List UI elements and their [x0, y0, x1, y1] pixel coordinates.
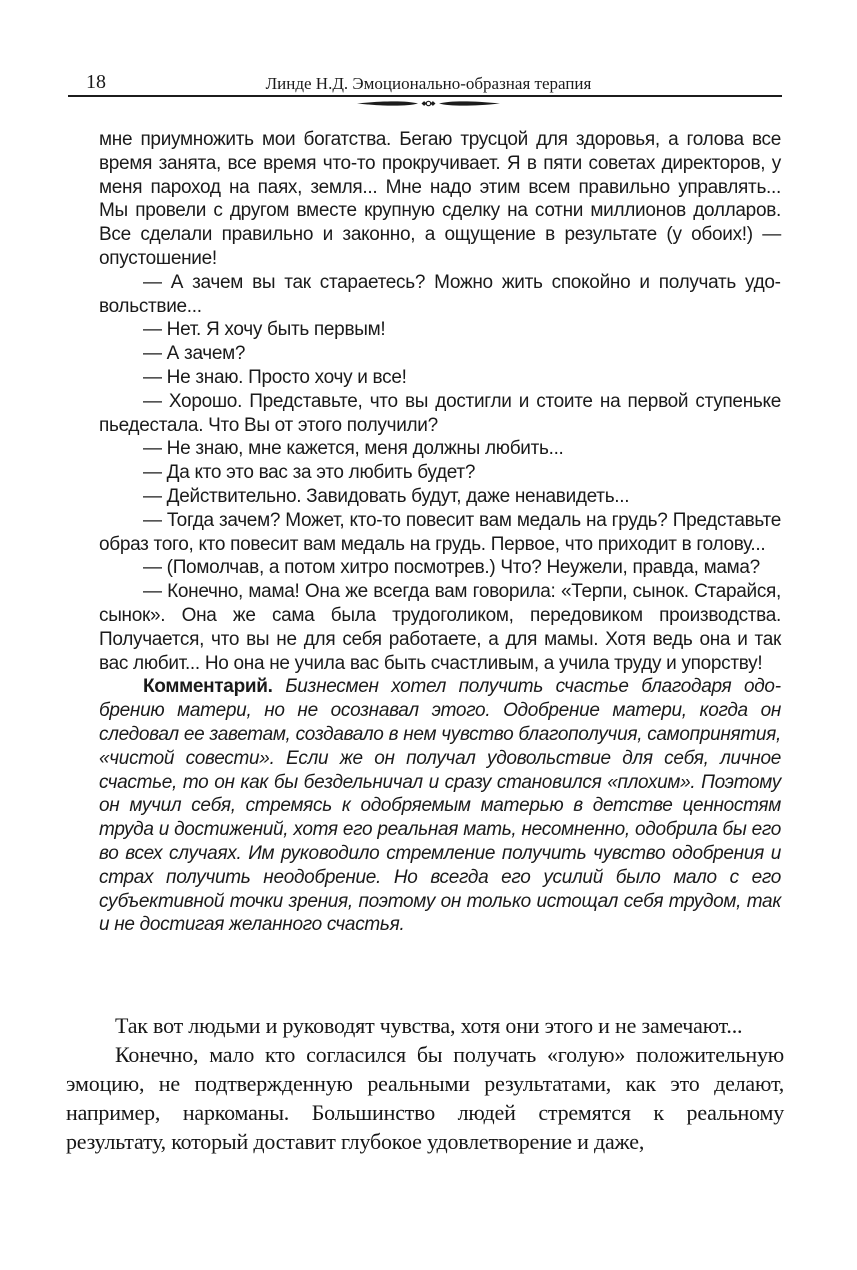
excerpt-paragraph: — Не знаю. Просто хочу и все!: [143, 366, 407, 388]
excerpt-paragraph: — (Помолчав, а потом хитро посмотрев.) Что? Неужели, правда, мама?: [143, 557, 760, 579]
excerpt-paragraph: — Тогда зачем? Может, кто-то повесит вам медаль на грудь? Представьте образ того, кто повесит вам медаль на грудь. Первое, что приходит в голову...: [99, 509, 781, 555]
body-paragraph: Так вот людьми и руководят чувства, хотя они этого и не замечают...: [115, 1013, 743, 1038]
comment-label: Комментарий.: [143, 676, 273, 698]
excerpt-paragraph: — Действительно. Завидовать будут, даже ненавидеть...: [143, 485, 630, 507]
header-ornament-icon: [357, 99, 500, 108]
comment-text: Бизнесмен хотел получить счастье благодаря одобрению матери, но не осознавал этого. Одобрение матери, когда он следовал ее заветам, создавало в нем чувство благополучия, самопринятия, «чистой совести». Если же он получал удовольствие для себя, личное счастье, то он как бы бездельничал и сразу становился «плохим». Поэтому он мучил себя, стремясь к одобряемым матерью в детстве ценностям труда и достижений, хотя его реальная мать, несомненно, одобрила бы его во всех случаях. Им руководило стремление получить чувство одобрения и страх получить неодобрение. Но всегда его усилий было мало с его субъективной точки зрения, поэтому он только истощал себя трудом, так и не достигая желанного счастья.: [99, 676, 782, 936]
excerpt-paragraph: — Да кто это вас за это любить будет?: [143, 462, 476, 484]
excerpt-paragraph: — А зачем вы так стараетесь? Можно жить спокойно и получать удовольствие...: [99, 271, 781, 317]
excerpt-paragraph: мне приумножить мои богатства. Бегаю трусцой для здоровья, а голова все время занята, все время что-то прокручивает. Я в пяти советах директоров, у меня пароход на паях, земля... Мне надо этим всем правильно управлять... Мы провели с другом вместе крупную сделку на сотни миллионов долларов. Все сделали правильно и законно, а ощущение в результате (у обоих!) — опустошение!: [99, 129, 781, 269]
header-rule: [68, 95, 782, 97]
excerpt-paragraph: — А зачем?: [143, 343, 246, 365]
running-title: Линде Н.Д. Эмоционально-образная терапия: [265, 74, 592, 93]
excerpt-paragraph: — Нет. Я хочу быть первым!: [143, 319, 386, 341]
excerpt-paragraph: — Конечно, мама! Она же всегда вам говорила: «Терпи, сынок. Старайся, сынок». Она же сама была трудоголиком, передовиком производства. Получается, что вы не для себя работаете, а для мамы. Хотя ведь она и так вас любит... Но она не учила вас быть счастливым, а учила труду и упорству!: [99, 581, 781, 674]
comment-paragraph: [99, 675, 781, 937]
excerpt-paragraph: — Хорошо. Представьте, что вы достигли и стоите на первой ступеньке пьедестала. Что Вы от этого получили?: [99, 390, 781, 436]
excerpt-paragraph: — Не знаю, мне кажется, меня должны любить...: [143, 438, 564, 460]
main-text-block: [66, 1011, 784, 1156]
body-paragraph: Конечно, мало кто согласился бы получать «голую» положительную эмоцию, не подтвержденную реальными результатами, как это делают, например, наркоманы. Большинство людей стремятся к реальному результату, который доставит глубокое удовлетворение и даже,: [66, 1042, 784, 1154]
page-number: 18: [86, 71, 106, 93]
case-dialogue-block: [99, 128, 781, 937]
